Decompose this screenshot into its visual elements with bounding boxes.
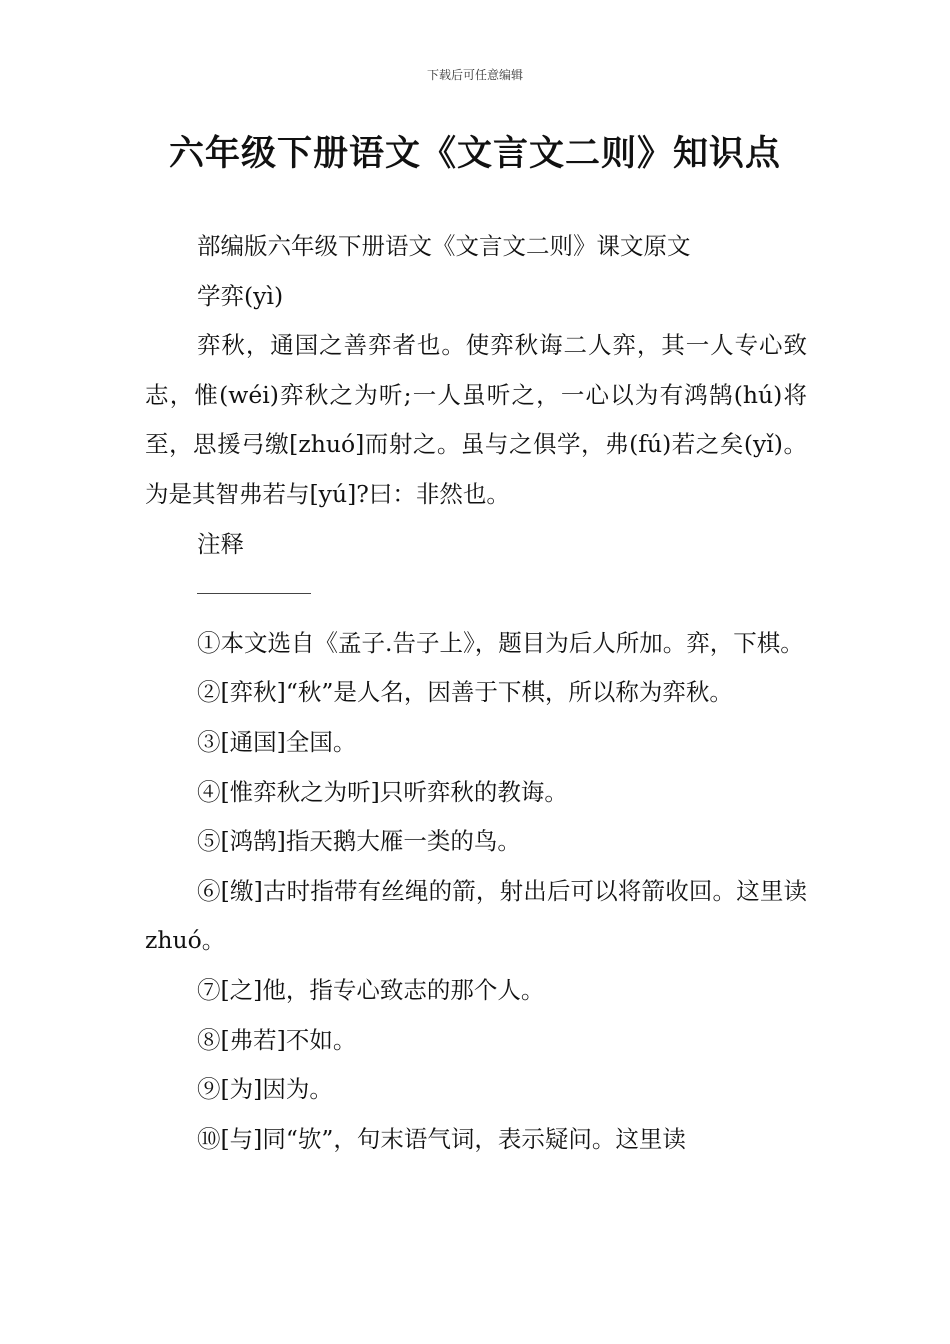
note-item: ①本文选自《孟子.告子上》，题目为后人所加。弈，下棋。	[197, 628, 804, 657]
page-title: 六年级下册语文《文言文二则》知识点	[168, 134, 781, 174]
note-item: ⑨[为]因为。	[197, 1075, 333, 1104]
note-item: ⑤[鸿鹄]指天鹅大雁一类的鸟。	[197, 827, 521, 856]
note-item: ③[通国]全国。	[197, 727, 357, 756]
passage-paragraph: 弈秋，通国之善弈者也。使弈秋诲二人弈，其一人专心致志，惟(wéi)弈秋之为听;一人虽听之，一心以为有鸿鹄(hú)将至，思援弓缴[zhuó]而射之。虽与之俱学，弗(fú)若之矣(yǐ)。为是其智弗若与[yú]?曰：非然也。	[145, 331, 807, 508]
note-item: ⑦[之]他，指专心致志的那个人。	[197, 975, 545, 1004]
lesson-title: 学弈(yì)	[197, 281, 284, 310]
footnote-divider	[197, 569, 807, 619]
header-note: 下载后可任意编辑	[426, 68, 523, 82]
note-item: ②[弈秋]“秋”是人名，因善于下棋，所以称为弈秋。	[197, 678, 733, 707]
document-body	[145, 222, 807, 1164]
notes-heading: 注释	[197, 529, 244, 558]
note-item: ⑧[弗若]不如。	[197, 1025, 357, 1054]
intro-line: 部编版六年级下册语文《文言文二则》课文原文	[197, 232, 691, 260]
note-item: ⑥[缴]古时指带有丝绳的箭，射出后可以将箭收回。这里读zhuó。	[145, 876, 807, 955]
note-item: ④[惟弈秋之为听]只听弈秋的教诲。	[197, 777, 568, 806]
note-item: ⑩[与]同“欤”，句末语气词，表示疑问。这里读	[197, 1124, 686, 1153]
